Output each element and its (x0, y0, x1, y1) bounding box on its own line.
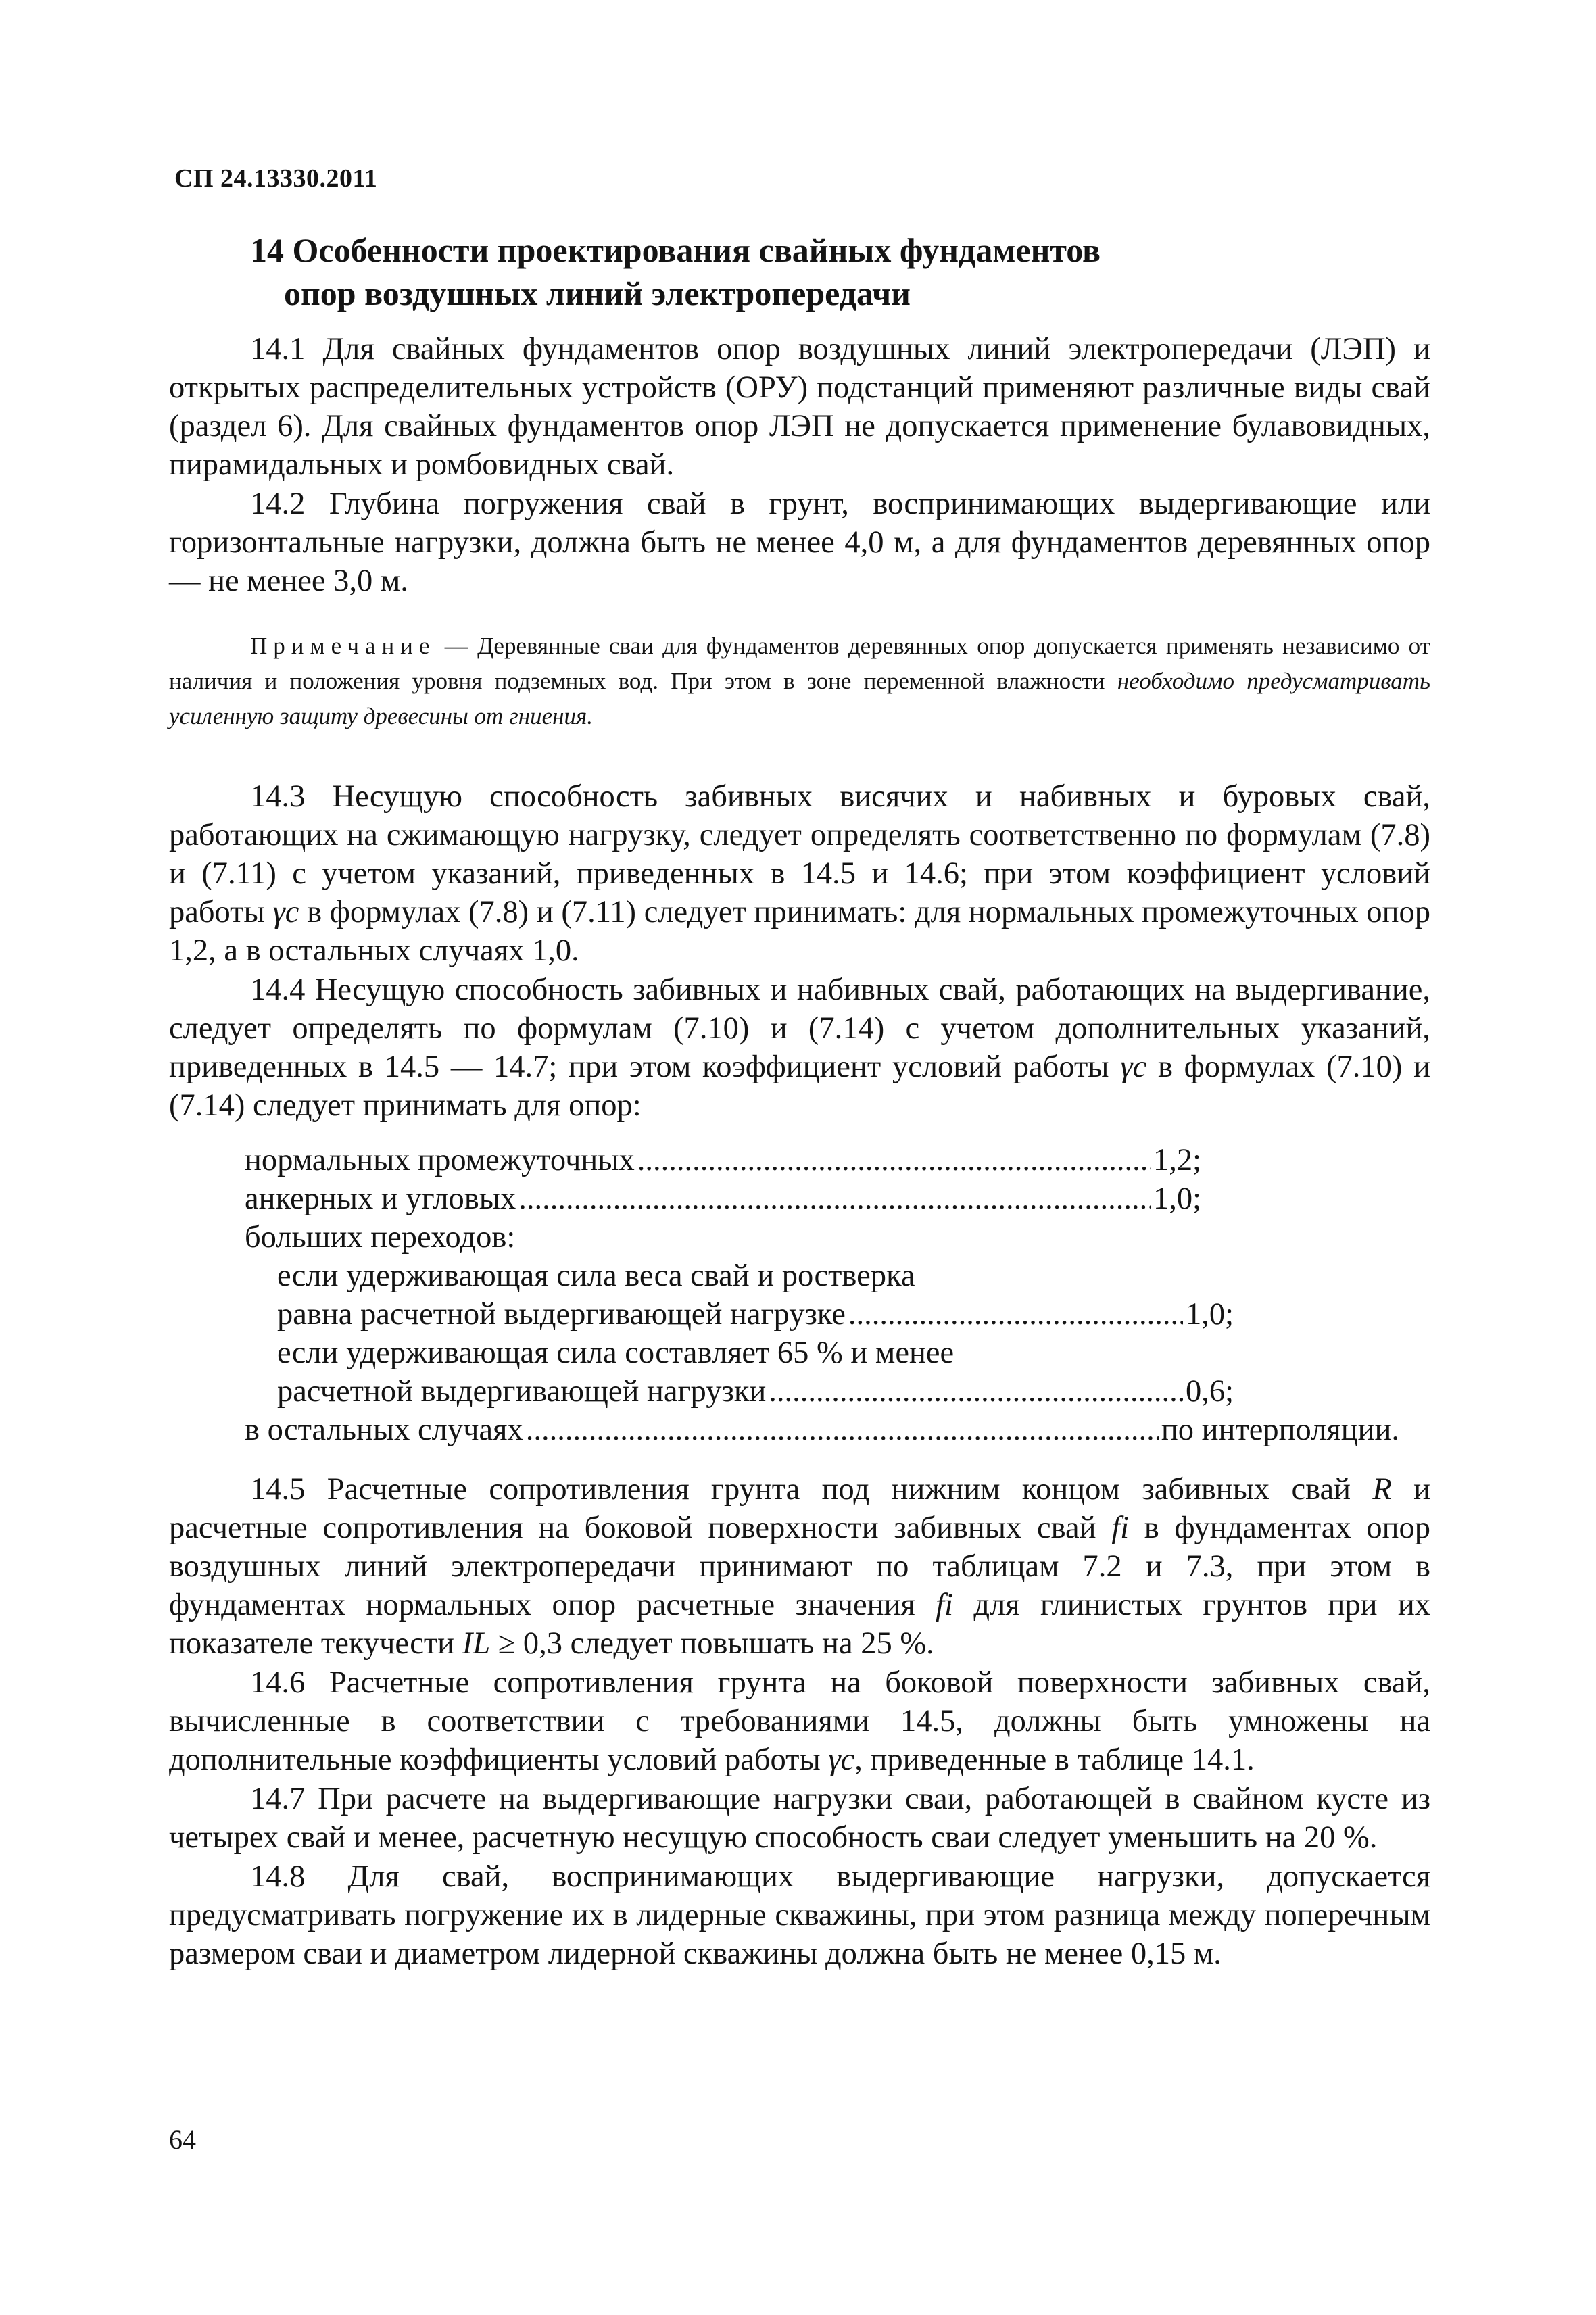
paragraph-14-7: 14.7 При расчете на выдергивающие нагрузки сваи, работающей в свайном кусте из четырех свай и менее, расчетную несущую способность сваи следует уменьшить на 20 %. (169, 1782, 1430, 1855)
leader-dots (637, 1141, 1151, 1179)
list-item-label: больших переходов: (245, 1220, 516, 1254)
list-item-value: 1,0; (1185, 1297, 1234, 1332)
paragraph-14-6 (169, 1663, 1430, 1779)
symbol-fi: fi (936, 1588, 953, 1622)
list-item-label: если удерживающая сила веса свай и ростверка (277, 1259, 915, 1293)
gamma-c-symbol: γc (828, 1743, 855, 1777)
list-item (245, 1295, 1234, 1334)
paragraph-14-5 (169, 1470, 1430, 1663)
list-item-label: если удерживающая сила составляет 65 % и менее (277, 1336, 954, 1370)
body-block-3 (169, 1470, 1430, 1973)
paragraph-14-4-text-b: в формулах (7.10) и (7.14) следует принимать для опор: (169, 1050, 1430, 1123)
paragraph-14-5-text-e: ≥ 0,3 следует повышать на 25 %. (490, 1626, 934, 1661)
list-item-label: расчетной выдергивающей нагрузки (277, 1374, 767, 1409)
list-item-label: в остальных случаях (245, 1413, 523, 1447)
list-item (245, 1334, 1399, 1372)
document-code: СП 24.13330.2011 (174, 164, 378, 193)
list-item (245, 1411, 1399, 1449)
paragraph-14-1: 14.1 Для свайных фундаментов опор воздушных линий электропередачи (ЛЭП) и открытых распределительных устройств (ОРУ) подстанций применяют различные виды свай (раздел 6). Для свайных фундаментов опор ЛЭП не допускается применение булавовидных, пирамидальных и ромбовидных свай. (169, 332, 1430, 482)
list-item-value: по интерполяции. (1161, 1413, 1399, 1447)
page-number: 64 (169, 2124, 196, 2155)
paragraph-14-2: 14.2 Глубина погружения свай в грунт, воспринимающих выдергивающие или горизонтальные нагрузки, должна быть не менее 4,0 м, а для фундаментов деревянных опор — не менее 3,0 м. (169, 487, 1430, 598)
list-item-label: нормальных промежуточных (245, 1143, 635, 1177)
section-heading (250, 228, 1101, 315)
leader-dots (848, 1295, 1183, 1334)
paragraph-14-5-text-c: в фундаментах опор воздушных линий электропередачи принимают по таблицам 7.2 и 7.3, при этом в фундаментах нормальных опор расчетные значения (169, 1511, 1430, 1622)
list-item (245, 1257, 1399, 1295)
list-item (245, 1218, 1399, 1257)
list-item (245, 1179, 1201, 1218)
body-block-1 (169, 330, 1430, 600)
coefficient-list (245, 1141, 1399, 1449)
paragraph-14-3-text-a: 14.3 Несущую способность забивных висячих и набивных и буровых свай, работающих на сжимающую нагрузку, следует определять соответственно по формулам (7.8) и (7.11) с учетом указаний, приведенных в 14.5 и 14.6; при этом коэффициент условий работы (169, 779, 1430, 929)
paragraph-14-5-text-d: для глинистых грунтов при их показателе текучести (169, 1588, 1430, 1661)
list-item-label: равна расчетной выдергивающей нагрузке (277, 1297, 846, 1332)
section-title-line-2: опор воздушных линий электропередачи (284, 274, 911, 312)
symbol-IL: IL (462, 1626, 491, 1661)
gamma-c-symbol: γc (1120, 1050, 1147, 1084)
note-text: — Деревянные сваи для фундаментов деревянных опор допускается применять независимо от наличия и положения уровня подземных вод. При этом в зоне переменной влажности (169, 633, 1430, 694)
paragraph-14-5-text-a: 14.5 Расчетные сопротивления грунта под нижним концом забивных свай (250, 1472, 1373, 1507)
symbol-fi: fi (1111, 1511, 1130, 1545)
note-paragraph (169, 629, 1430, 734)
gamma-c-symbol: γc (272, 895, 299, 929)
list-item (245, 1372, 1234, 1411)
note-text-italic: необходимо предусматривать усиленную защиту древесины от гниения. (169, 668, 1430, 729)
leader-dots (769, 1372, 1183, 1411)
body-block-2 (169, 777, 1430, 1125)
paragraph-14-3-text-b: в формулах (7.8) и (7.11) следует принимать: для нормальных промежуточных опор 1,2, а в остальных случаях 1,0. (169, 895, 1430, 968)
paragraph-14-6-text-b: , приведенные в таблице 14.1. (854, 1743, 1255, 1777)
paragraph-14-6-text-a: 14.6 Расчетные сопротивления грунта на боковой поверхности забивных свай, вычисленные в соответствии с требованиями 14.5, должны быть умножены на дополнительные коэффициенты условий работы (169, 1665, 1430, 1777)
paragraph-14-8: 14.8 Для свай, воспринимающих выдергивающие нагрузки, допускается предусматривать погружение их в лидерные скважины, при этом разница между поперечным размером сваи и диаметром лидерной скважины должна быть не менее 0,15 м. (169, 1859, 1430, 1971)
leader-dots (526, 1411, 1159, 1449)
symbol-R: R (1372, 1472, 1392, 1507)
leader-dots (518, 1179, 1151, 1218)
paragraph-14-4 (169, 971, 1430, 1125)
paragraph-14-4-text-a: 14.4 Несущую способность забивных и набивных свай, работающих на выдергивание, следует определять по формулам (7.10) и (7.14) с учетом дополнительных указаний, приведенных в 14.5 — 14.7; при этом коэффициент условий работы (169, 973, 1430, 1084)
list-item-value: 1,0; (1153, 1181, 1201, 1216)
list-item-value: 1,2; (1153, 1143, 1201, 1177)
note-block (169, 629, 1430, 734)
note-label: Примечание (250, 633, 436, 659)
list-item (245, 1141, 1201, 1179)
paragraph-14-5-text-b: и расчетные сопротивления на боковой поверхности забивных свай (169, 1472, 1430, 1545)
list-item-label: анкерных и угловых (245, 1181, 516, 1216)
paragraph-14-3 (169, 777, 1430, 970)
list-item-value: 0,6; (1185, 1374, 1234, 1409)
section-title-line-1: 14 Особенности проектирования свайных фундаментов (250, 231, 1101, 269)
